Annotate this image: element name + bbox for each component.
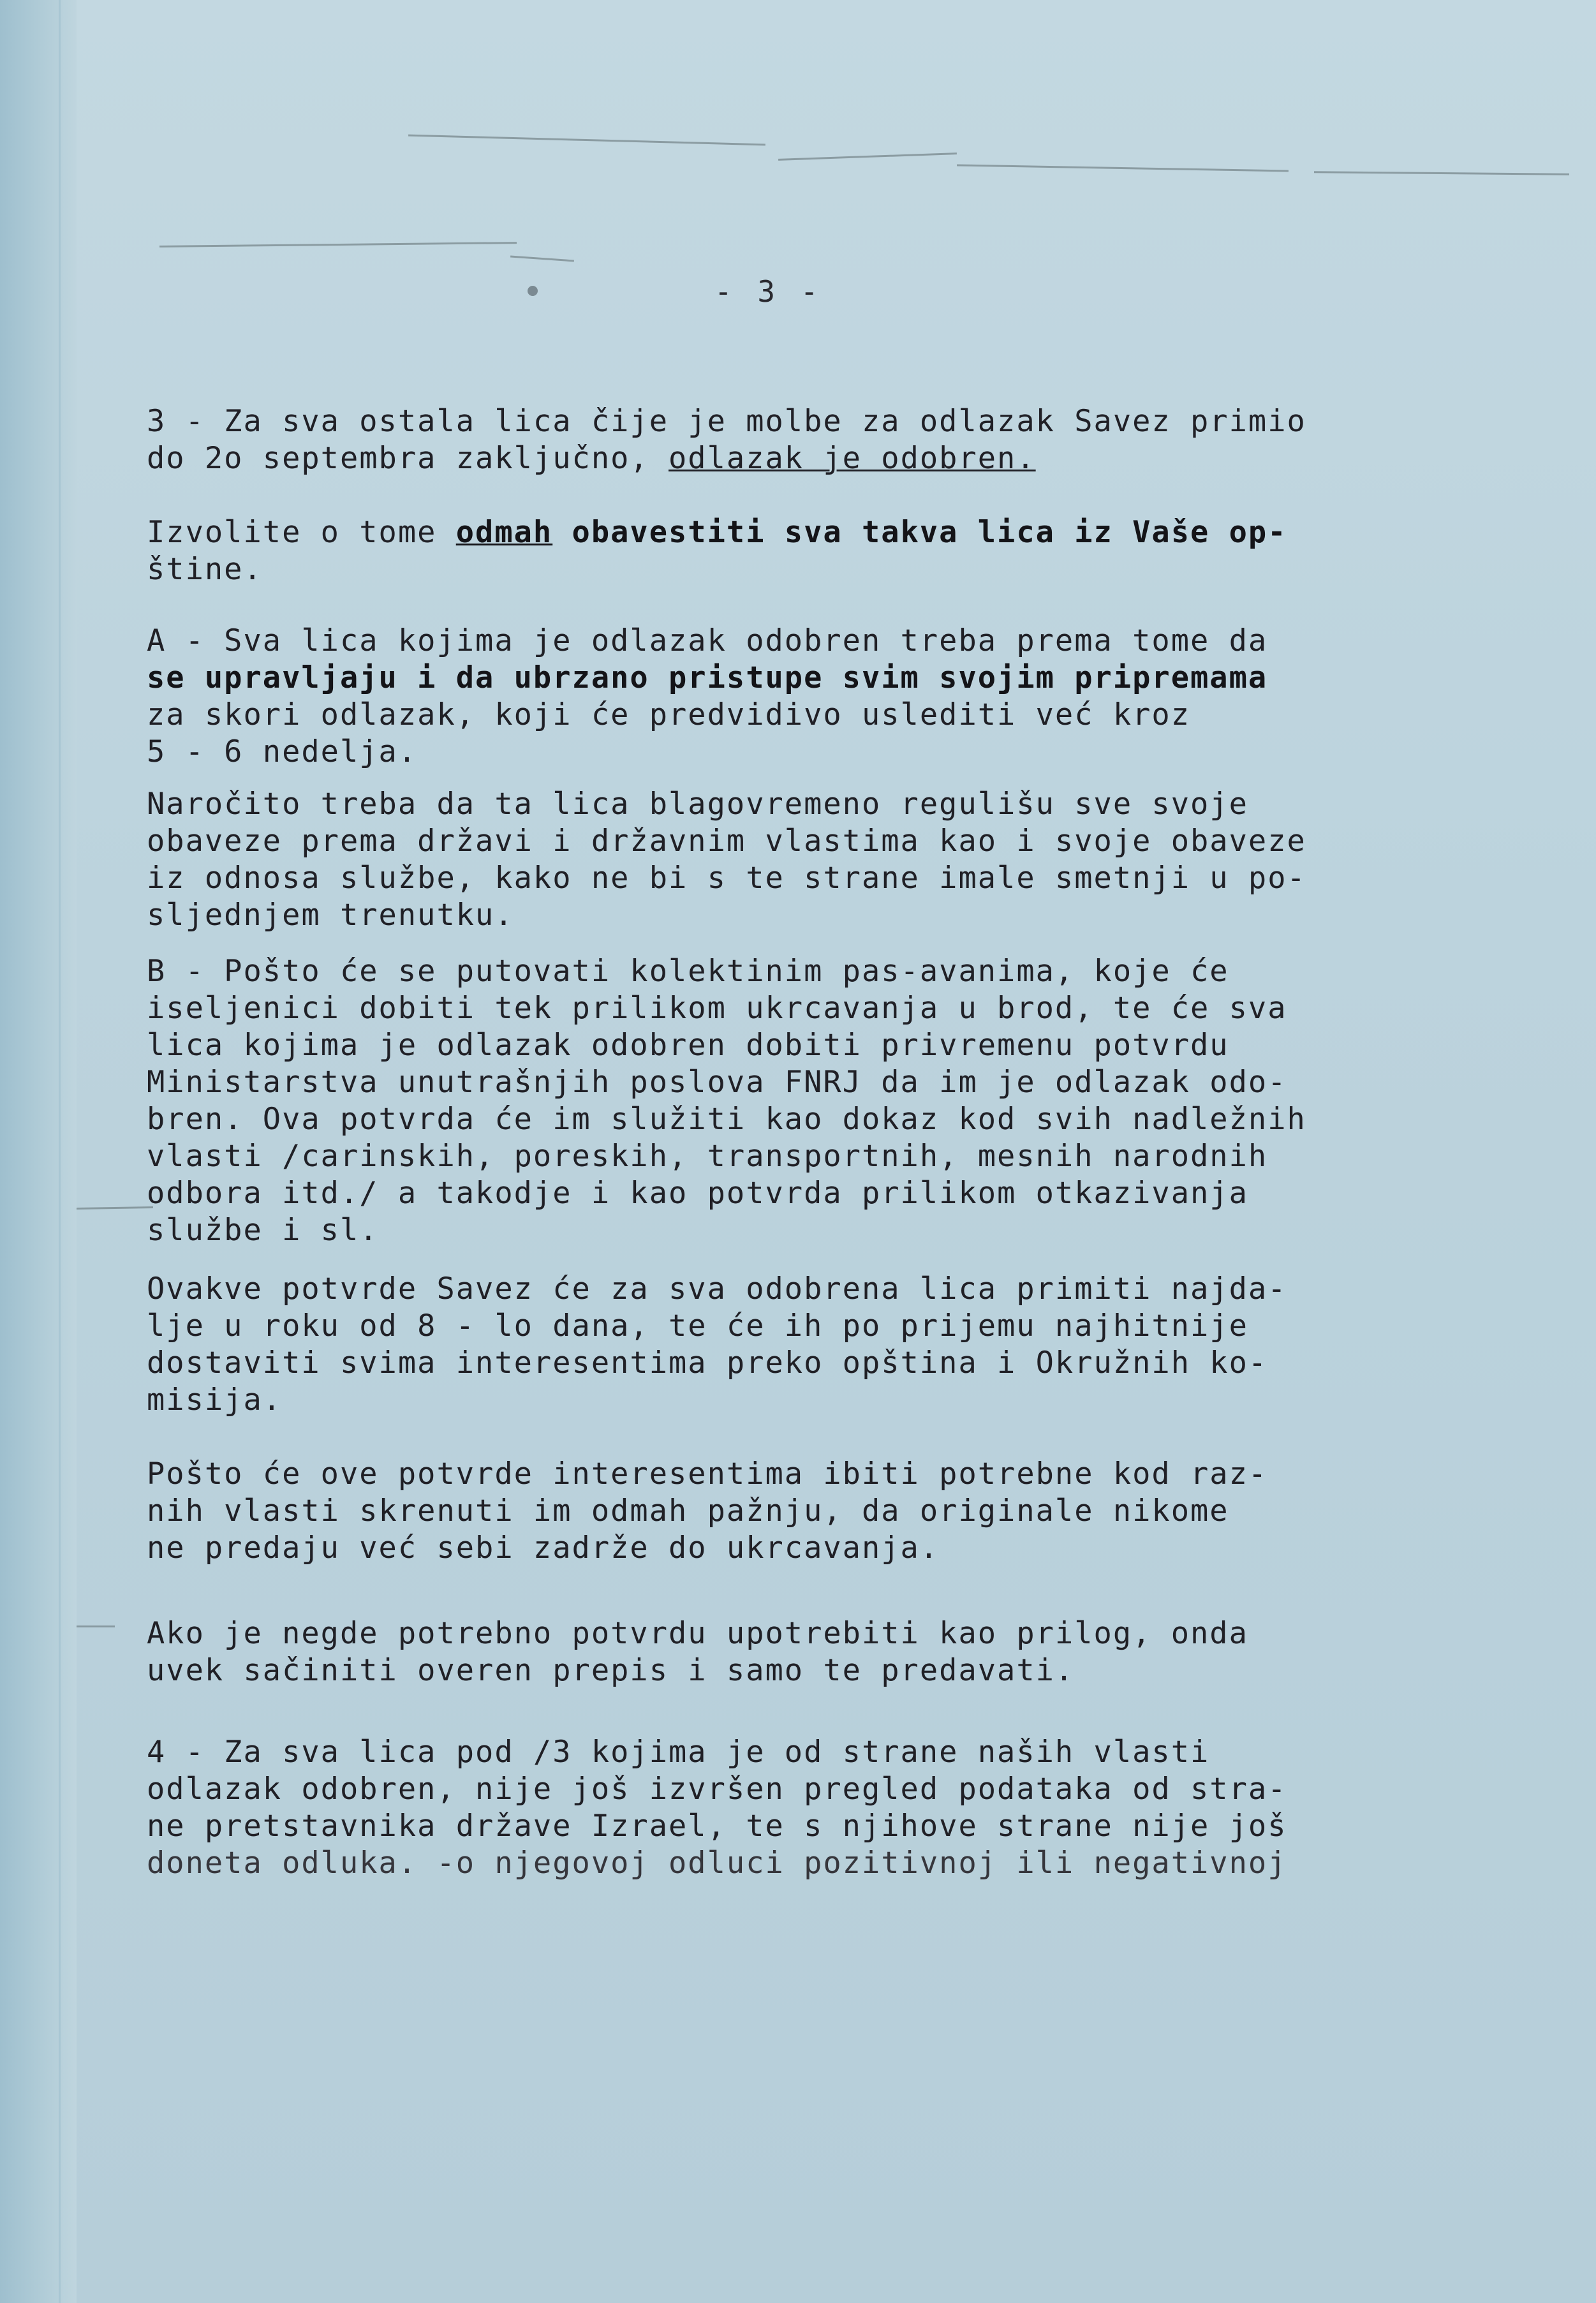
text-line: ne pretstavnika države Izrael, te s njihove strane nije još xyxy=(147,1809,1287,1844)
text-line: B - Pošto će se putovati kolektinim pas-avanima, koje će xyxy=(147,954,1229,989)
text-line: misija. xyxy=(147,1382,283,1418)
text-line: 4 - Za sva lica pod /3 kojima je od strane naših vlasti xyxy=(147,1735,1210,1770)
paragraph-posto xyxy=(147,1456,1359,1567)
text-line: Ako je negde potrebno potvrdu upotrebiti kao prilog, onda xyxy=(147,1616,1248,1651)
stray-mark xyxy=(1314,171,1569,175)
paragraph-narocito xyxy=(147,786,1359,934)
stray-mark xyxy=(408,135,765,146)
text-segment: do 2o septembra zaključno, xyxy=(147,441,649,476)
text-line: dostaviti svima interesentima preko opština i Okružnih ko- xyxy=(147,1345,1268,1381)
text-line: 3 - Za sva ostala lica čije je molbe za odlazak Savez primio xyxy=(147,404,1306,439)
text-line: službe i sl. xyxy=(147,1213,379,1248)
underlined-text: odlazak je odobren. xyxy=(669,441,1036,476)
scan-left-margin xyxy=(0,0,77,2303)
paragraph-notice xyxy=(147,514,1359,588)
stray-mark xyxy=(957,164,1289,172)
underlined-text: odmah xyxy=(455,515,553,550)
text-line: 5 - 6 nedelja. xyxy=(147,734,418,769)
text-line: obaveze prema državi i državnim vlastima kao i svoje obaveze xyxy=(147,824,1306,859)
paragraph-4 xyxy=(147,1734,1359,1882)
paragraph-a xyxy=(147,623,1359,771)
scan-edge-line xyxy=(59,0,61,2303)
text-line xyxy=(147,440,1359,477)
punch-dot xyxy=(528,286,538,296)
text-line: doneta odluka. -o njegovoj odluci pozitivnoj ili negativnoj xyxy=(147,1846,1287,1881)
text-line: odbora itd./ a takodje i kao potvrda prilikom otkazivanja xyxy=(147,1176,1248,1211)
text-line: štine. xyxy=(147,552,263,587)
text-line: lica kojima je odlazak odobren dobiti privremenu potvrdu xyxy=(147,1028,1229,1063)
text-line xyxy=(147,514,1359,551)
text-line: Ministarstva unutrašnjih poslova FNRJ da im je odlazak odo- xyxy=(147,1065,1287,1100)
stray-mark xyxy=(77,1625,115,1627)
text-line: vlasti /carinskih, poreskih, transportnih, mesnih narodnih xyxy=(147,1139,1268,1174)
text-line: sljednjem trenutku. xyxy=(147,898,514,933)
text-segment: Izvolite o tome xyxy=(147,515,437,550)
stray-mark xyxy=(77,1206,153,1210)
text-line: Ovakve potvrde Savez će za sva odobrena lica primiti najda- xyxy=(147,1271,1287,1307)
text-line: iz odnosa službe, kako ne bi s te strane imale smetnji u po- xyxy=(147,861,1306,896)
paragraph-ovakve xyxy=(147,1271,1359,1419)
text-line: uvek sačiniti overen prepis i samo te predavati. xyxy=(147,1653,1075,1688)
page-number: - 3 - xyxy=(714,274,822,309)
text-line: Pošto će ove potvrde interesentima ibiti potrebne kod raz- xyxy=(147,1456,1268,1492)
text-line: bren. Ova potvrda će im služiti kao dokaz kod svih nadležnih xyxy=(147,1102,1306,1137)
text-line: za skori odlazak, koji će predvidivo uslediti već kroz xyxy=(147,697,1191,732)
stray-mark xyxy=(159,242,517,248)
paragraph-3 xyxy=(147,403,1359,477)
text-line: nih vlasti skrenuti im odmah pažnju, da originale nikome xyxy=(147,1493,1229,1529)
stray-mark xyxy=(510,256,574,262)
paragraph-ako xyxy=(147,1615,1359,1689)
text-line: A - Sva lica kojima je odlazak odobren treba prema tome da xyxy=(147,623,1268,658)
stray-mark xyxy=(778,152,957,161)
text-line: ne predaju već sebi zadrže do ukrcavanja. xyxy=(147,1530,940,1566)
text-line: lje u roku od 8 - lo dana, te će ih po prijemu najhitnije xyxy=(147,1308,1248,1344)
text-segment: obavestiti sva takva lica iz Vaše op- xyxy=(572,515,1287,550)
text-line: odlazak odobren, nije još izvršen pregled podataka od stra- xyxy=(147,1772,1287,1807)
text-line: iseljenici dobiti tek prilikom ukrcavanja u brod, te će sva xyxy=(147,991,1287,1026)
text-line: se upravljaju i da ubrzano pristupe svim svojim pripremama xyxy=(147,660,1268,695)
text-line: Naročito treba da ta lica blagovremeno regulišu sve svoje xyxy=(147,787,1248,822)
paragraph-b xyxy=(147,953,1359,1249)
